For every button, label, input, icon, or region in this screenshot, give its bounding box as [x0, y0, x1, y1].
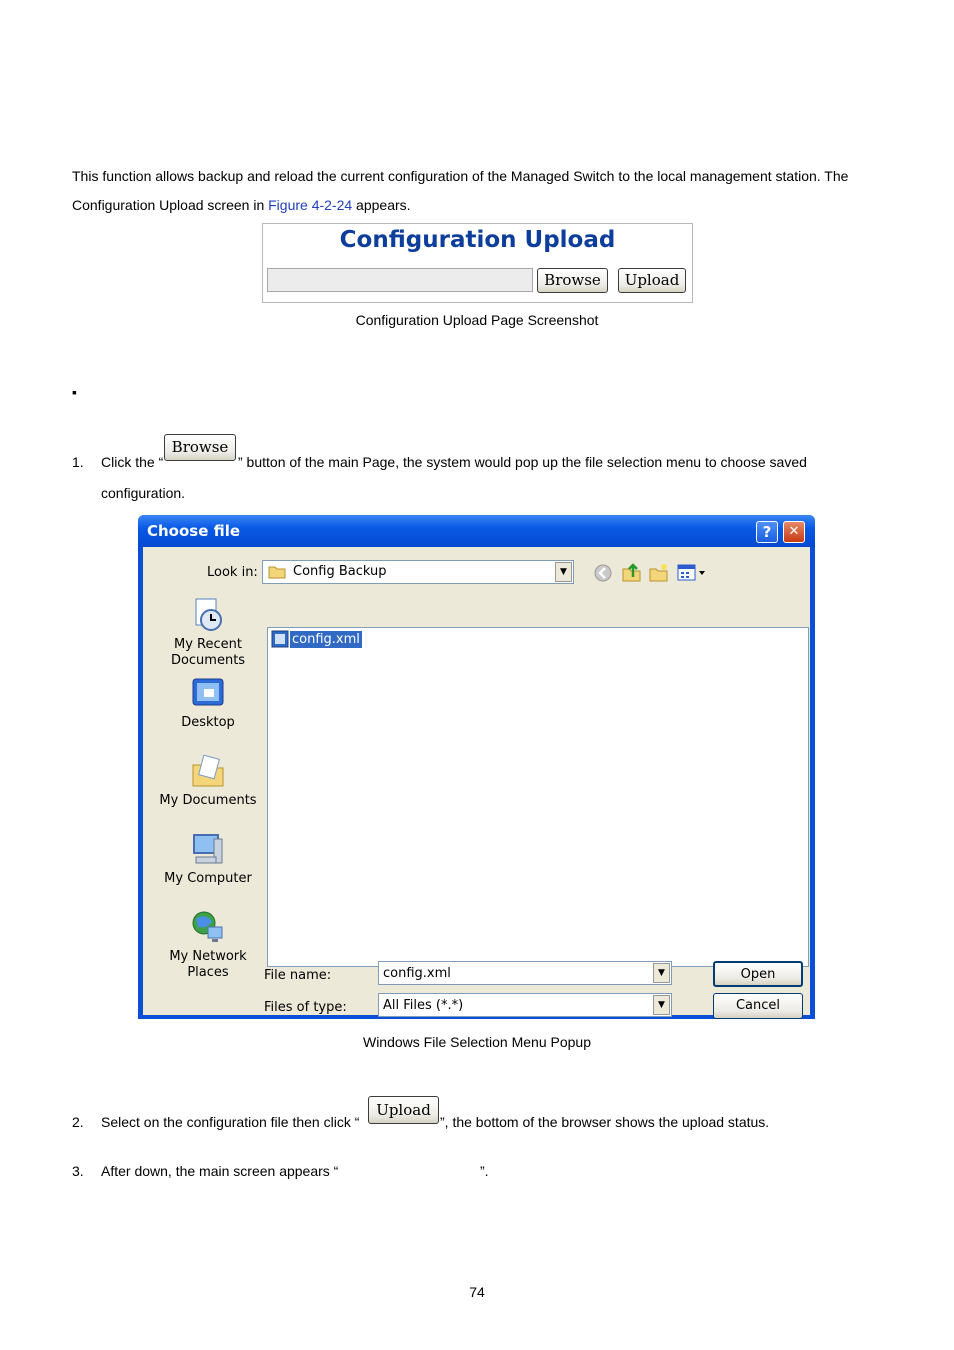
- place-label-line2: Documents: [170, 653, 246, 668]
- place-label-line1: My Network: [169, 949, 247, 964]
- chevron-down-icon[interactable]: ▼: [653, 963, 670, 983]
- place-desktop[interactable]: [153, 675, 263, 731]
- dialog-caption: Windows File Selection Menu Popup: [362, 1034, 591, 1050]
- place-label-line1: My Documents: [159, 793, 257, 808]
- upload-button[interactable]: Upload: [618, 268, 686, 293]
- step-1-text-c: configuration.: [101, 485, 186, 501]
- file-name-field[interactable]: [378, 961, 672, 985]
- xml-file-icon: [271, 630, 289, 648]
- views-menu-icon[interactable]: [677, 563, 707, 583]
- step-3-text-b: ”.: [480, 1163, 489, 1179]
- place-my-documents[interactable]: [153, 753, 263, 809]
- network-places-icon: [190, 909, 226, 945]
- step-2-text-a: Select on the configuration file then click “: [101, 1114, 360, 1130]
- choose-file-dialog: [138, 515, 815, 1019]
- my-documents-icon: [190, 753, 226, 789]
- step-3-text-a: After down, the main screen appears “: [101, 1163, 339, 1179]
- help-button[interactable]: ?: [756, 521, 778, 543]
- step-1-number: 1.: [72, 454, 84, 470]
- file-list[interactable]: [267, 627, 809, 967]
- look-in-label: Look in:: [207, 565, 258, 580]
- dialog-body: [143, 547, 810, 1015]
- look-in-dropdown[interactable]: [262, 560, 574, 584]
- step-3-number: 3.: [72, 1163, 84, 1179]
- file-type-dropdown[interactable]: [378, 993, 672, 1017]
- config-upload-caption: Configuration Upload Page Screenshot: [355, 312, 599, 328]
- page-number: 74: [469, 1284, 485, 1300]
- folder-icon: [268, 565, 286, 579]
- step-2-number: 2.: [72, 1114, 84, 1130]
- browse-button[interactable]: Browse: [537, 268, 608, 293]
- cancel-button[interactable]: Cancel: [713, 993, 803, 1019]
- place-recent-documents[interactable]: [153, 597, 263, 669]
- intro-text-b: appears.: [352, 197, 411, 213]
- step-1-text-a: Click the “: [101, 454, 164, 470]
- desktop-icon: [190, 675, 226, 711]
- inline-upload-button: Upload: [368, 1096, 439, 1124]
- place-my-computer[interactable]: [153, 831, 263, 887]
- bullet-marker: ▪: [72, 384, 77, 400]
- inline-browse-button: Browse: [164, 434, 236, 461]
- place-label-line1: My Computer: [164, 871, 252, 886]
- config-upload-panel: [262, 223, 693, 303]
- place-label-line1: Desktop: [181, 715, 235, 730]
- recent-documents-icon: [190, 597, 226, 633]
- look-in-value: Config Backup: [293, 564, 387, 579]
- close-button[interactable]: ✕: [783, 521, 805, 543]
- intro-line-1: This function allows backup and reload the current configuration of the Managed Switch to the local management station. The: [72, 168, 849, 184]
- intro-text-a: Configuration Upload screen in: [72, 197, 269, 213]
- chevron-down-icon[interactable]: ▼: [555, 562, 572, 582]
- place-label-line1: My Recent: [174, 637, 242, 652]
- file-type-value: All Files (*.*): [383, 998, 464, 1013]
- file-type-label: Files of type:: [264, 1000, 347, 1015]
- chevron-down-icon[interactable]: ▼: [653, 995, 670, 1015]
- my-computer-icon: [190, 831, 226, 867]
- back-icon[interactable]: [593, 563, 613, 583]
- step-1-text-b: ” button of the main Page, the system would pop up the file selection menu to choose saved: [238, 454, 807, 470]
- file-path-input[interactable]: [267, 268, 533, 292]
- up-folder-icon[interactable]: [621, 561, 643, 583]
- new-folder-icon[interactable]: [648, 561, 670, 583]
- file-name-label: File name:: [264, 968, 332, 983]
- step-2-text-b: ”, the bottom of the browser shows the upload status.: [440, 1114, 770, 1130]
- place-label-line2: Places: [187, 965, 229, 980]
- dialog-title: Choose file: [147, 522, 241, 540]
- config-upload-title: Configuration Upload: [339, 227, 616, 253]
- place-network[interactable]: [153, 909, 263, 981]
- dialog-titlebar: [138, 515, 815, 547]
- open-button[interactable]: Open: [713, 961, 803, 987]
- file-name-value: config.xml: [383, 966, 451, 981]
- figure-link[interactable]: Figure 4-2-24: [268, 197, 353, 213]
- file-item-selected[interactable]: config.xml: [292, 632, 360, 647]
- intro-line-2: [72, 195, 411, 215]
